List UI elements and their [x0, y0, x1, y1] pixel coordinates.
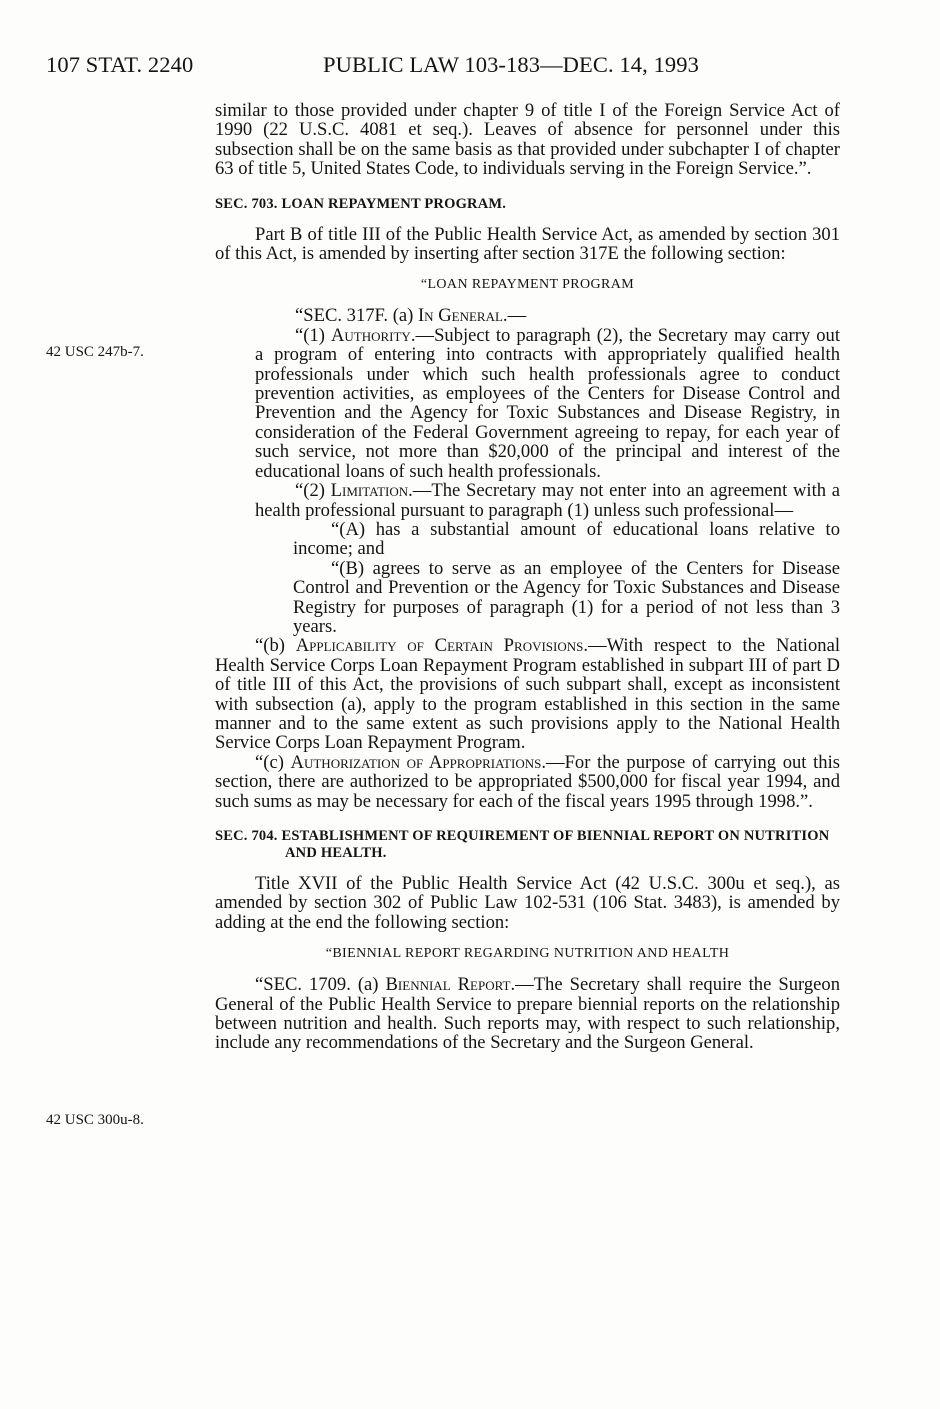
subsection-title: Biennial Report	[385, 974, 511, 996]
sec-317f-a-heading	[215, 306, 840, 325]
body-text	[215, 101, 840, 1053]
paragraph-label: “(2)	[295, 480, 331, 502]
subsection-label: “(b)	[255, 635, 296, 657]
paragraph-text: .—Subject to paragraph (2), the Secretary may carry out a program of entering into contracts with appropriately qualified health professionals under which such health professionals agree to conduct prevention activities, as employees of the Centers for Disease Control and Prevention and the Agency for Toxic Substances and Disease Registry, in consideration of the Federal Government agreeing to repay, for each year of such service, not more than $20,000 of the principal and interest of the educational loans of such health professionals.	[255, 324, 840, 482]
sec-703-paragraph: Part B of title III of the Public Health Service Act, as amended by section 301 of this Act, is amended by inserting after section 317E the following section:	[215, 223, 840, 265]
sec-1709-paragraph	[215, 975, 840, 1053]
subsection-text: .—The Secretary shall require the Surgeon General of the Public Health Service to prepare biennial reports on the relationship between nutrition and health. Such reports may, with respect to such relationship, include any recommendations of the Secretary and the Surgeon General.	[215, 974, 840, 1054]
paragraph-text: .—The Secretary may not enter into an agreement with a health professional pursuant to paragraph (1) unless such professional—	[255, 480, 841, 521]
section-label: “SEC. 1709. (a)	[255, 974, 386, 996]
subsection-text: .—With respect to the National Health Service Corps Loan Repayment Program established in subpart III of part D of title III of this Act, the provisions of such subpart shall, except as inconsistent with subsection (a), apply to the program established in this section in the same manner and to the same extent as such provisions apply to the National Health Service Corps Loan Repayment Program.	[215, 635, 840, 754]
paragraph-title: Limitation	[330, 480, 409, 502]
page-stat-citation: 107 STAT. 2240	[46, 52, 194, 77]
subsection-text: .—For the purpose of carrying out this section, there are authorized to be appropriated $500,000 for fiscal year 1994, and such sums as may be necessary for each of the fiscal years 1995 through 1998.”.	[215, 751, 840, 812]
paragraph-title: Authority	[330, 324, 411, 346]
sec-317f-caption: “LOAN REPAYMENT PROGRAM	[420, 277, 635, 293]
paragraph-a2-limitation	[215, 481, 840, 520]
margin-note-usc-247b-7: 42 USC 247b-7.	[46, 344, 144, 360]
sec-704-paragraph: Title XVII of the Public Health Service Act (42 U.S.C. 300u et seq.), as amended by section 302 of Public Law 102-531 (106 Stat. 3483), is amended by adding at the end the following section:	[215, 873, 840, 933]
sec-317f-a-title: In General	[417, 305, 503, 327]
subsection-b-applicability	[215, 636, 840, 752]
sec-704-heading: SEC. 704. ESTABLISHMENT OF REQUIREMENT OF BIENNIAL REPORT ON NUTRITION AND HEALTH.	[215, 828, 830, 861]
intro-paragraph: similar to those provided under chapter 9 of title I of the Foreign Service Act of 1990 (22 U.S.C. 4081 et seq.). Leaves of absence for personnel under this subsection shall be on the same basis as that provided under subchapter I of chapter 63 of title 5, United States Code, to individuals serving in the Foreign Service.”.	[215, 100, 840, 180]
subsection-label: “(c)	[255, 751, 291, 773]
running-header: PUBLIC LAW 103-183—DEC. 14, 1993	[323, 52, 699, 77]
heading-dash: .—	[502, 305, 527, 327]
subsection-c-appropriations	[215, 753, 840, 811]
margin-note-usc-300u-8: 42 USC 300u-8.	[46, 1112, 144, 1128]
sec-703-heading: SEC. 703. LOAN REPAYMENT PROGRAM.	[215, 195, 507, 212]
subparagraph-a2-A: “(A) has a substantial amount of educational loans relative to income; and	[293, 518, 840, 560]
subparagraph-a2-B: “(B) agrees to serve as an employee of the Centers for Disease Control and Prevention or the Agency for Toxic Substances and Disease Registry for purposes of paragraph (1) for a period of not less than 3 years.	[293, 557, 840, 637]
subsection-title: Applicability of Certain Provisions	[295, 635, 584, 657]
sec-317f-label: “SEC. 317F. (a)	[295, 305, 418, 327]
paragraph-label: “(1)	[295, 324, 331, 346]
subsection-title: Authorization of Appropriations	[290, 751, 542, 773]
paragraph-a1-authority	[215, 326, 840, 481]
sec-1709-caption: “BIENNIAL REPORT REGARDING NUTRITION AND HEALTH	[325, 946, 730, 962]
